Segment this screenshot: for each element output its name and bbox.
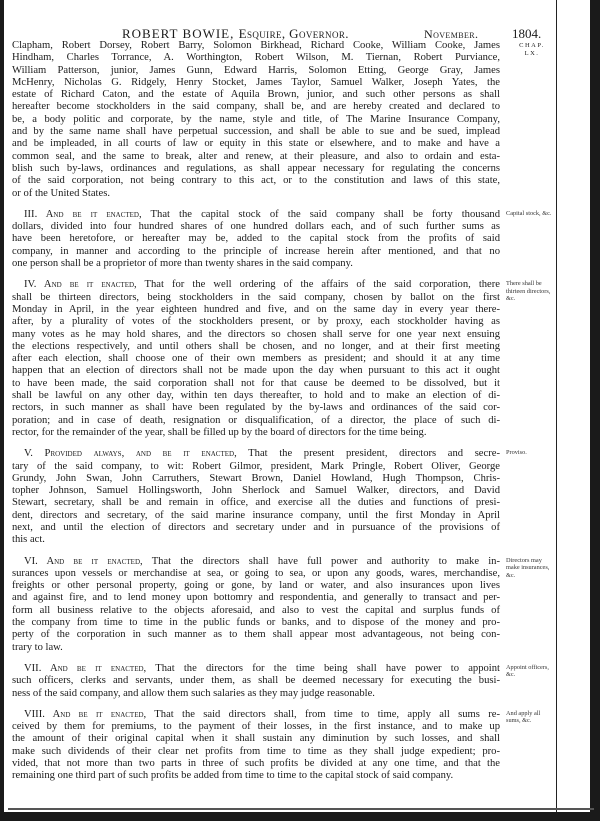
line-text: and be impleaded, in all courts of law or equity in this state or elsewhere, and to make and have a: [12, 138, 500, 150]
document-page: [4, 0, 590, 812]
line-text: trary to law.: [12, 641, 63, 653]
text-line: [12, 642, 500, 654]
line-text: many votes as he may hold shares, and the directors so chosen shall serve for one year next ensuing: [12, 328, 500, 340]
margin-note: There shall be thirteen directors, &c.: [506, 280, 551, 303]
text-line: [12, 733, 500, 745]
text-line: [12, 246, 500, 258]
line-text: Clapham, Robert Dorsey, Robert Barry, Solomon Birkhead, Richard Cooke, William Cooke, James: [12, 40, 500, 51]
line-text: after each election, shall choose one of their own members as president; and should it at any time: [12, 353, 500, 365]
line-text: the company from time to time in the public funds or banks, and to dispose of the money and pro-: [12, 617, 500, 629]
line-text: next, and until the election of directors and secretary under and in pursuance of the provisions of: [12, 521, 500, 533]
text-line: [12, 415, 500, 427]
paragraph-5: [12, 555, 550, 654]
text-line: [12, 365, 500, 377]
line-text: happen that an election of directors shall not be made upon the day when pursuant to this act it ought: [12, 365, 500, 377]
line-text: make such dividends of their clear net profits from time to time as they shall judge expedient; pro-: [12, 745, 500, 757]
text-line: [12, 510, 500, 522]
text-line: [12, 353, 500, 365]
text-line: [12, 258, 500, 270]
line-text: company, in manner and according to the principle of increase herein after mentioned, and that no: [12, 245, 500, 257]
line-text: after, by a plurality of votes of the stockholders present, or by proxy, each stockholder having as: [12, 316, 500, 328]
line-text: blish such by-laws, ordinances and regulations, as shall appear necessary for regulating the concerns: [12, 162, 500, 174]
line-text: the amount of their original capital when it shall sustain any diminution by such losses, and shall: [12, 733, 500, 745]
text-line: [12, 758, 500, 770]
text-line: [12, 629, 500, 641]
text-line: [12, 316, 500, 328]
text-line: [12, 126, 500, 138]
text-line: [12, 40, 500, 52]
text-line: [12, 770, 500, 782]
line-text: That the capital stock of the said company shall be forty thousand: [150, 208, 500, 220]
governor-title: Esquire, Governor.: [238, 26, 349, 41]
text-line: [12, 427, 500, 439]
text-line: [12, 65, 500, 77]
line-text: That the directors for the time being shall have power to appoint: [155, 662, 500, 674]
line-text: dent, directors and secretary, of the said marine insurance company, until the first Monday in April: [12, 509, 500, 521]
line-text: rectors, in such manner as shall have been regulated by the by-laws and ordinances of the said cor-: [12, 402, 500, 414]
text-line: [12, 688, 500, 700]
line-text: and against fire, and to lend money upon bottomry and respondentia, and generally to transact and per-: [12, 592, 500, 604]
margin-note: Capital stock, &c.: [506, 209, 552, 217]
paragraph-2: [12, 208, 552, 270]
line-text: or of the United States.: [12, 187, 110, 199]
text-line: [12, 114, 500, 126]
line-text: That for the well ordering of the affairs of the said corporation, there: [144, 279, 500, 291]
margin-note: Appoint officers, &c.: [506, 663, 549, 679]
margin-note: Proviso.: [506, 449, 527, 457]
line-text: have been heretofore, or hereafter may be, added to the capital stock from the profits of said: [12, 233, 500, 245]
text-line: [12, 163, 500, 175]
text-line: [12, 221, 500, 233]
line-text: Hindham, Charles Torrance, A. Worthington, Robert Wilson, M. Tiernan, Robert Purviance,: [12, 52, 500, 64]
line-text: freights or other personal property, going or gone, by land or water, and also insurances upon lives: [12, 580, 500, 592]
governor-name: ROBERT BOWIE,: [122, 26, 235, 41]
line-text: of the said corporation, not being contrary to this act, or to the constitution and laws of this state,: [12, 175, 500, 187]
line-text: McHenry, Nicholas G. Ridgely, Henry Stocket, James Taylor, Samuel Walker, Joseph Yates, the: [12, 76, 500, 88]
line-text: That the said directors shall, from time to time, apply all sums re-: [154, 708, 500, 720]
line-text: Grundy, John Swan, John Carruthers, Stewart Brown, Daniel Howland, Hugh Thompson, Chris-: [12, 472, 500, 484]
text-line: [12, 378, 500, 390]
chapter-number: LX.: [524, 50, 540, 57]
text-line: [12, 138, 500, 150]
line-text: estate of Richard Caton, and the estate of Aquila Brown, junior, and such other persons as shall: [12, 89, 500, 101]
text-line: [12, 329, 500, 341]
text-line: [12, 522, 500, 534]
line-text: shall be lawful on any other day, within ten days thereafter, to hold and to make an election of di-: [12, 390, 500, 402]
text-line: [12, 101, 500, 113]
section-lead: VI. And be it enacted,: [24, 555, 143, 567]
text-line: [12, 721, 500, 733]
line-text: ceived by them for premiums, to the payment of their losses, in the first instance, and to make up: [12, 721, 500, 733]
text-line: [12, 175, 500, 187]
line-text: tary of the said company, to wit: Robert Gilmor, president, Mark Pringle, Robert Oliver, George: [12, 460, 500, 472]
paragraph-6: [12, 662, 549, 700]
margin-note: Directors may make insurances, &c.: [506, 556, 550, 579]
line-text: dollars, divided into four hundred shares of one hundred dollars each, and of such further sums as: [12, 221, 500, 233]
line-text: such officers, clerks and servants, under them, as shall be deemed necessary for executing the busi-: [12, 675, 500, 687]
paragraph-7: [12, 708, 541, 783]
line-text: to have been made, the said corporation shall not for that cause be deemed to be dissolved, but it: [12, 377, 500, 389]
line-text: Stewart, secretary, shall be and remain in office, and exercise all the duties and functions of presi-: [12, 497, 500, 509]
text-line: [12, 605, 500, 617]
text-line: [12, 534, 500, 546]
line-text: form all business relative to the objects aforesaid, and also to vest the capital and surplus funds of: [12, 604, 500, 616]
chapter-word: CHAP.: [519, 42, 545, 49]
text-line: [12, 556, 500, 568]
text-line: [12, 52, 500, 64]
section-lead: III. And be it enacted,: [24, 208, 142, 220]
line-text: hereafter become stockholders in the said company, shall be, and are hereby created and declared to: [12, 101, 500, 113]
text-line: [12, 485, 500, 497]
line-text: common seal, and the same to break, alter and renew, at their pleasure, and also to ordain and esta-: [12, 150, 500, 162]
chapter-label: [515, 42, 549, 58]
line-text: perty of the corporation in such manner as to them shall appear most advantageous, not being con-: [12, 629, 500, 641]
text-line: [12, 663, 500, 675]
line-text: William Patterson, junior, James Gunn, Edward Harris, Solomon Etting, George Gray, James: [12, 64, 500, 76]
text-line: [12, 448, 500, 460]
paragraph-4: [12, 448, 527, 546]
text-line: [12, 209, 500, 221]
line-text: remaining one third part of such profits be added from time to time to the capital stock of said company.: [12, 770, 454, 782]
text-line: [12, 402, 500, 414]
section-lead: V. Provided always, and be it enacted,: [24, 448, 237, 460]
text-line: [12, 746, 500, 758]
line-text: poration; and in case of death, resignation or disqualification, of a director, the place of such di-: [12, 414, 500, 426]
margin-note: And apply all sums, &c.: [506, 709, 541, 725]
text-line: [12, 77, 500, 89]
line-text: vided, that not more than two parts in three of such profits be divided at any one time, and that the: [12, 758, 500, 770]
text-line: [12, 473, 500, 485]
text-line: [12, 580, 500, 592]
text-line: [12, 617, 500, 629]
text-line: [12, 675, 500, 687]
line-text: this act.: [12, 534, 45, 546]
text-line: [12, 709, 500, 721]
page-margin-rule: [556, 0, 557, 812]
section-lead: VII. And be it enacted,: [24, 662, 147, 674]
text-line: [12, 233, 500, 245]
paragraph-3: [12, 279, 551, 439]
line-text: and by the same name shall have perpetual succession, and shall be able to sue and be sued, implead: [12, 126, 500, 138]
text-line: [12, 461, 500, 473]
page-bottom-edge: [8, 808, 594, 810]
text-line: [12, 568, 500, 580]
line-text: be, a body politic and corporate, by the name, style and title, of The Marine Insurance Company,: [12, 113, 500, 125]
text-line: [12, 188, 500, 200]
line-text: topher Johnson, Samuel Hollingsworth, John Sherlock and Samuel Walker, directors, and David: [12, 485, 500, 497]
text-line: [12, 151, 500, 163]
line-text: That the directors shall have full power and authority to make in-: [151, 555, 500, 567]
line-text: the elections respectively, and until others shall be chosen, and no longer, and at their first meeting: [12, 340, 500, 352]
line-text: shall be thirteen directors, being stockholders in the said company, chosen by ballot on the first: [12, 291, 500, 303]
header-year: 1804.: [512, 26, 542, 41]
section-lead: VIII. And be it enacted,: [24, 708, 147, 720]
text-line: [12, 592, 500, 604]
text-line: [12, 279, 500, 291]
text-line: [12, 390, 500, 402]
section-lead: IV. And be it enacted,: [24, 279, 137, 291]
text-line: [12, 341, 500, 353]
line-text: surances upon vessels or merchandise at sea, or going to sea, or upon any goods, wares, merchandise,: [12, 567, 500, 579]
text-line: [12, 497, 500, 509]
line-text: That the present president, directors and secre-: [248, 448, 500, 460]
text-line: [12, 89, 500, 101]
line-text: rector, for the remainder of the year, shall be filled up by the board of directors for the time being.: [12, 426, 427, 438]
paragraph-1: [12, 40, 500, 200]
header-month: November.: [424, 27, 479, 41]
text-line: [12, 292, 500, 304]
line-text: Monday in April, in the year eighteen hundred and five, and on the same day in every year there-: [12, 303, 500, 315]
line-text: ness of the said company, and allow them such salaries as they may judge reasonable.: [12, 687, 375, 699]
text-line: [12, 304, 500, 316]
line-text: one person shall be a proprietor of more than twenty shares in the said company.: [12, 258, 353, 270]
